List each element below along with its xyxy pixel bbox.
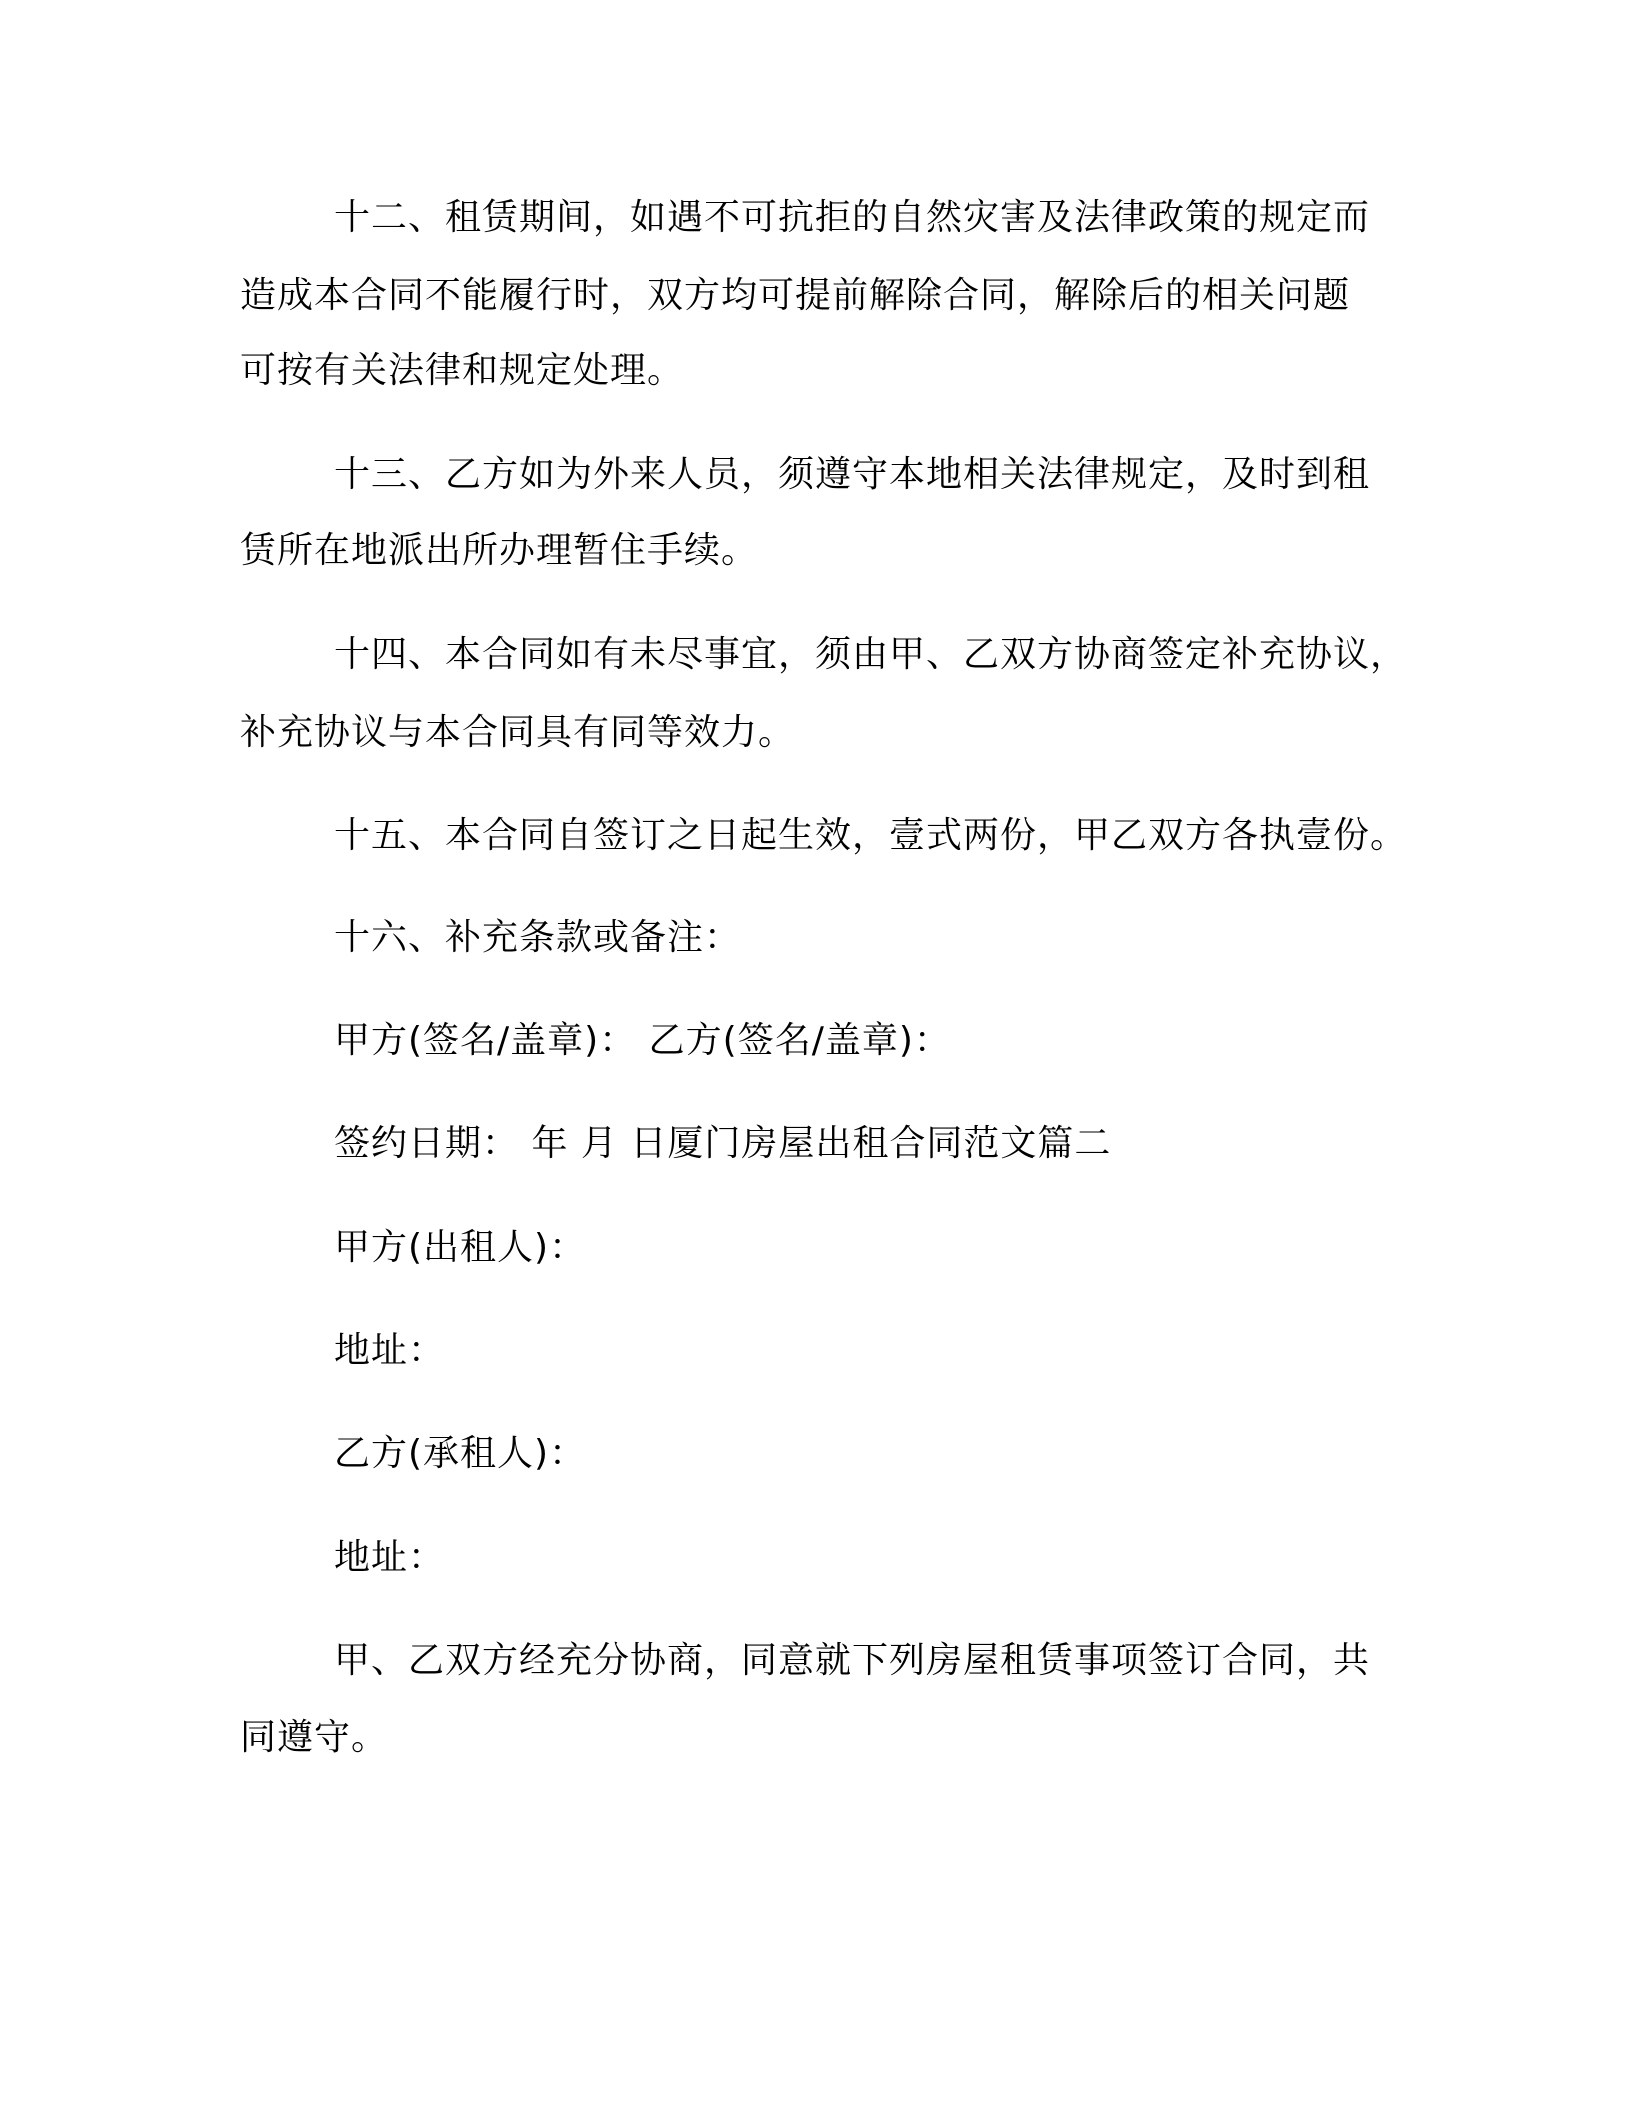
agreement-line-2: 同遵守。 xyxy=(240,1717,389,1758)
agreement-line-1: 甲、乙双方经充分协商，同意就下列房屋租赁事项签订合同，共 xyxy=(334,1640,1371,1681)
clause-12-line-2: 造成本合同不能履行时，双方均可提前解除合同，解除后的相关问题 xyxy=(240,275,1351,316)
clause-14-line-2: 补充协议与本合同具有同等效力。 xyxy=(240,712,796,753)
party-a-label: 甲方(出租人)： xyxy=(334,1227,587,1268)
clause-14-line-1: 十四、本合同如有未尽事宜，须由甲、乙双方协商签定补充协议， xyxy=(334,634,1408,675)
signature-line: 甲方(签名/盖章)： 乙方(签名/盖章)： xyxy=(334,1020,951,1061)
clause-15: 十五、本合同自签订之日起生效，壹式两份，甲乙双方各执壹份。 xyxy=(334,815,1408,856)
clause-12-line-3: 可按有关法律和规定处理。 xyxy=(240,350,685,391)
party-b-address: 地址： xyxy=(334,1537,446,1578)
clause-12-line-1: 十二、租赁期间，如遇不可抗拒的自然灾害及法律政策的规定而 xyxy=(334,197,1371,238)
clause-13-line-1: 十三、乙方如为外来人员，须遵守本地相关法律规定，及时到租 xyxy=(334,454,1371,495)
sign-date-line: 签约日期： 年 月 日厦门房屋出租合同范文篇二 xyxy=(334,1123,1112,1164)
party-b-label: 乙方(承租人)： xyxy=(334,1433,587,1474)
clause-16: 十六、补充条款或备注： xyxy=(334,917,742,958)
clause-13-line-2: 赁所在地派出所办理暂住手续。 xyxy=(240,530,759,571)
party-a-address: 地址： xyxy=(334,1330,446,1371)
